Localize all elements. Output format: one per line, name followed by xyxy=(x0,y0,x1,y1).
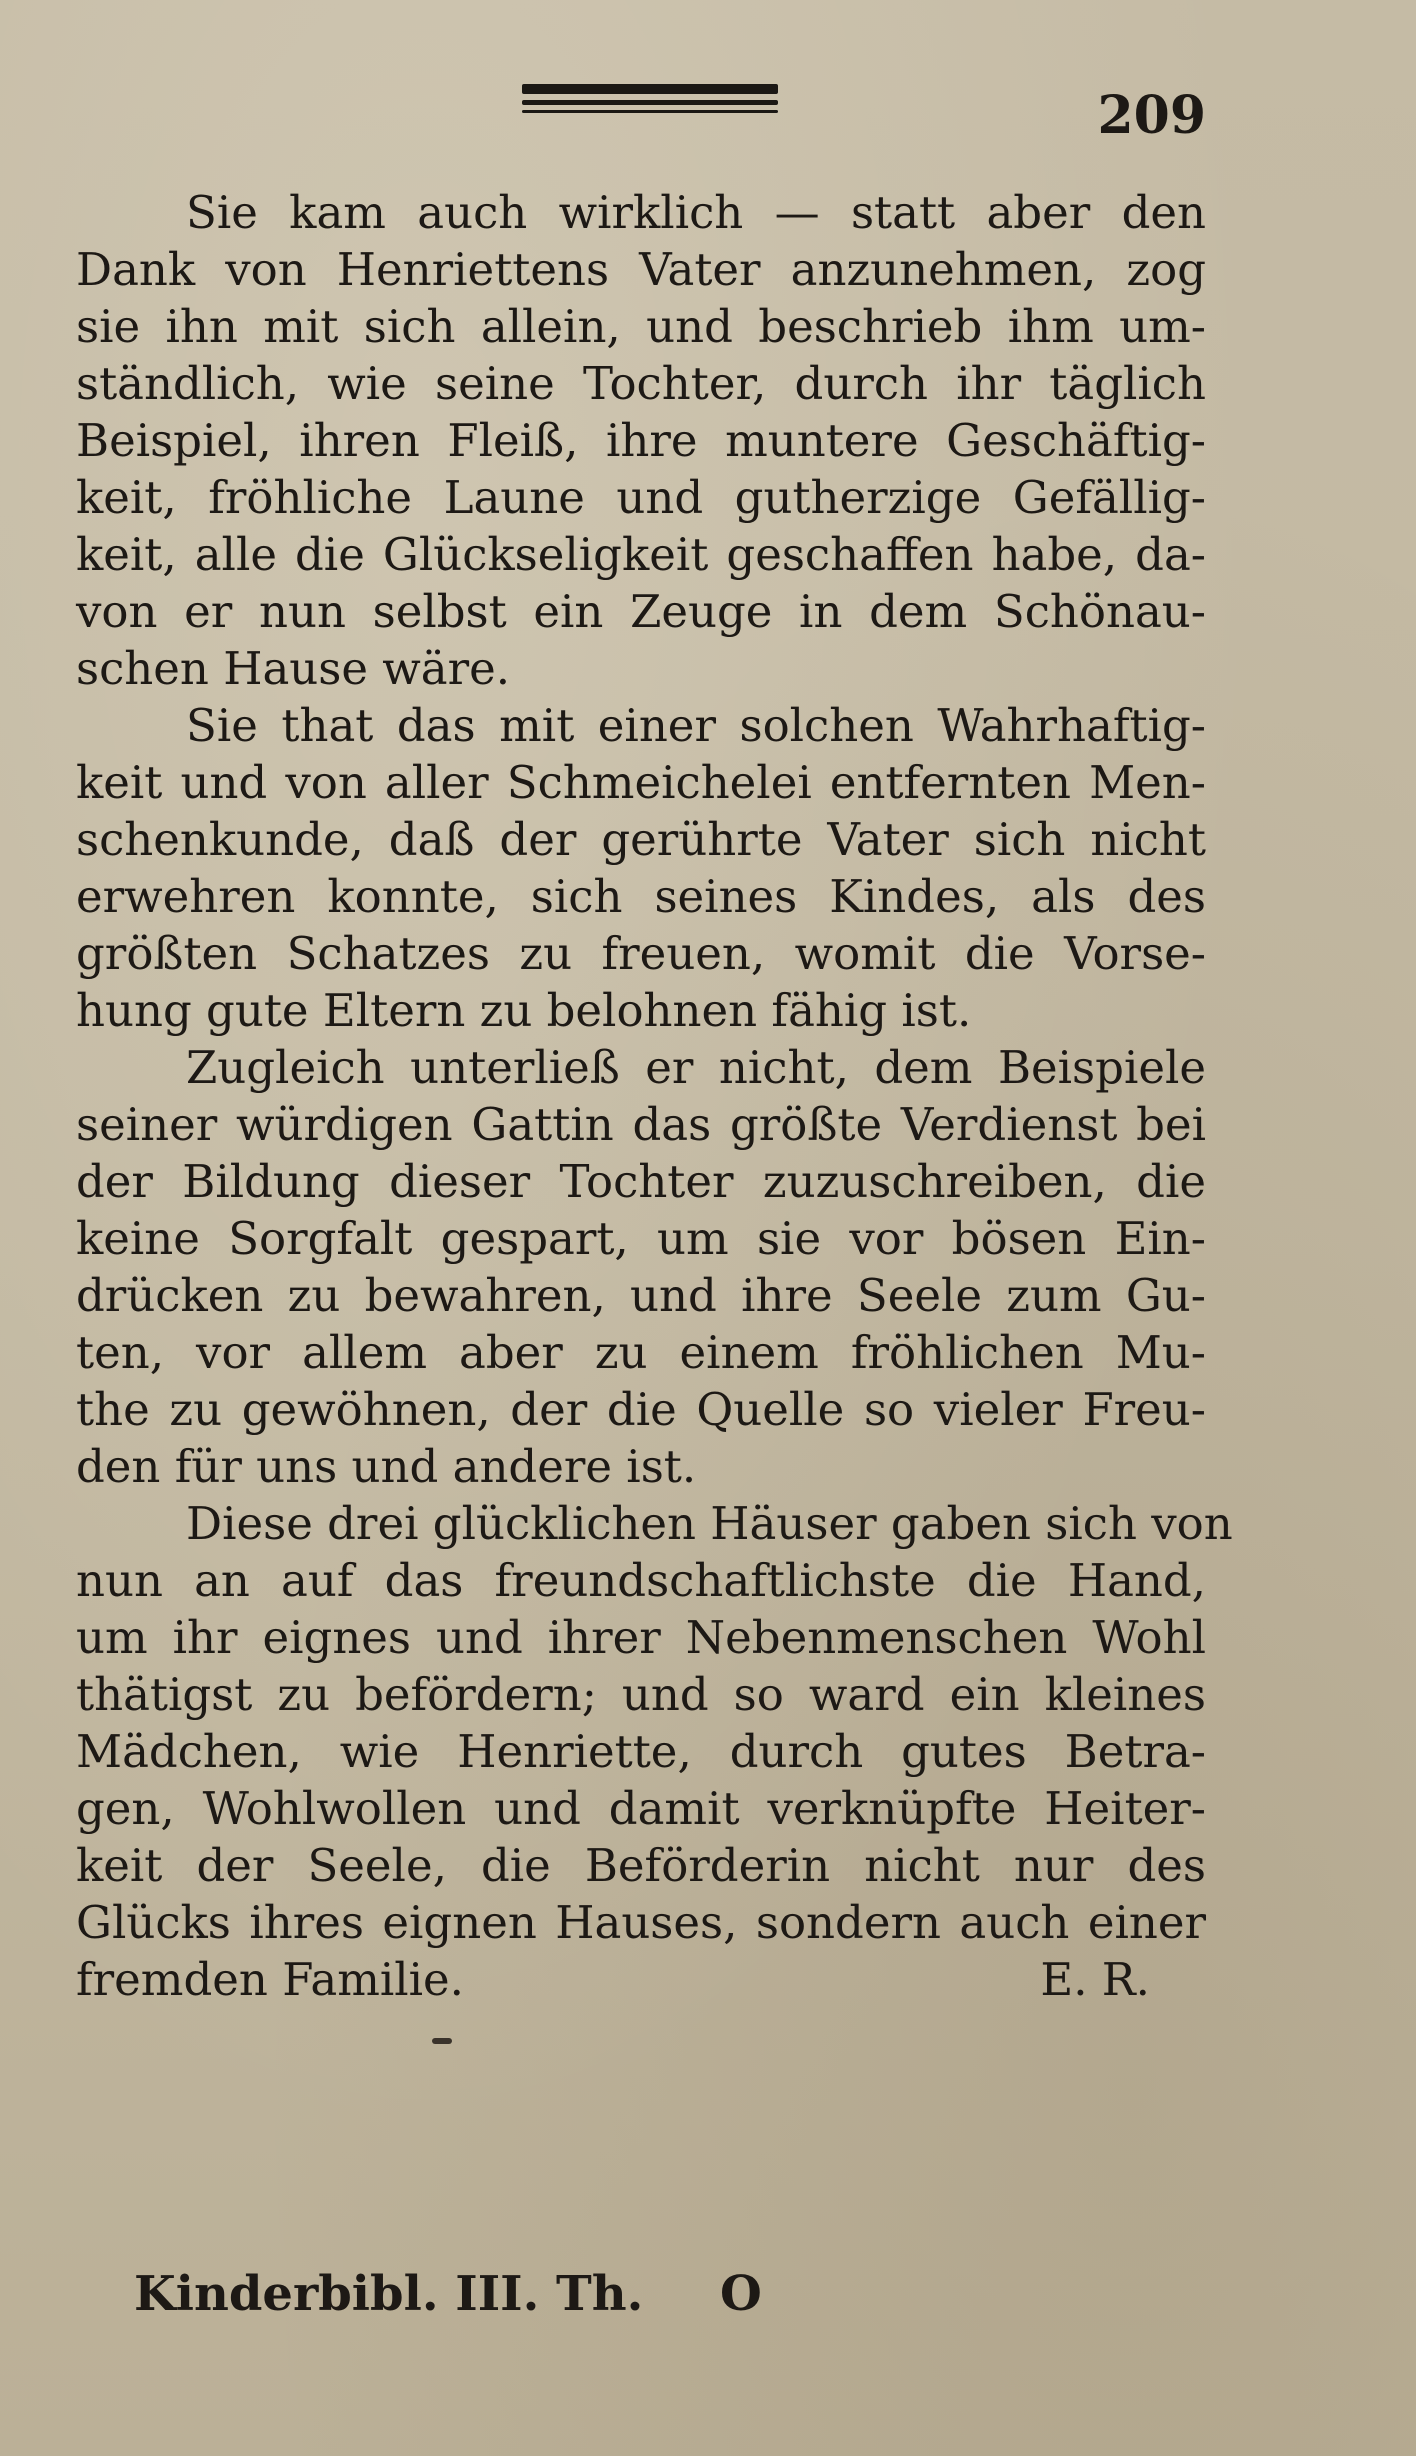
text-line: um ihr eignes und ihrer Nebenmenschen Wohl xyxy=(76,1611,1206,1664)
text-line: keine Sorgfalt gespart, um sie vor bösen Ein- xyxy=(76,1212,1206,1265)
text-line: nun an auf das freundschaftlichste die Hand, xyxy=(76,1554,1206,1607)
header-rule-thick xyxy=(522,84,778,94)
text-line: keit und von aller Schmeichelei entfernten Men- xyxy=(76,756,1206,809)
closing-line xyxy=(76,1951,1206,2008)
author-initials: E. R. xyxy=(1040,1953,1150,2006)
text-line: schenkunde, daß der gerührte Vater sich nicht xyxy=(76,813,1206,866)
text-line: Beispiel, ihren Fleiß, ihre muntere Geschäftig- xyxy=(76,414,1206,467)
text-line: Mädchen, wie Henriette, durch gutes Betra- xyxy=(76,1725,1206,1778)
text-line: den für uns und andere ist. xyxy=(76,1440,697,1493)
text-line: seiner würdigen Gattin das größte Verdienst bei xyxy=(76,1098,1206,1151)
text-line: hung gute Eltern zu belohnen fähig ist. xyxy=(76,984,972,1037)
text-line: erwehren konnte, sich seines Kindes, als des xyxy=(76,870,1206,923)
footer-signature: Kinderbibl. III. Th. xyxy=(134,2266,644,2322)
sheet-signature-mark: O xyxy=(720,2266,762,2322)
text-line: sie ihn mit sich allein, und beschrieb ihm um- xyxy=(76,300,1206,353)
text-line: von er nun selbst ein Zeuge in dem Schönau- xyxy=(76,585,1206,638)
text-line: Zugleich unterließ er nicht, dem Beispiele xyxy=(186,1041,1206,1094)
text-line: schen Hause wäre. xyxy=(76,642,511,695)
text-line: the zu gewöhnen, der die Quelle so vieler Freu- xyxy=(76,1383,1206,1436)
text-line: drücken zu bewahren, und ihre Seele zum Gu- xyxy=(76,1269,1206,1322)
paragraph-4 xyxy=(76,1495,1233,2008)
paragraph-2 xyxy=(76,697,1206,1039)
text-line: keit der Seele, die Beförderin nicht nur des xyxy=(76,1839,1206,1892)
text-line: keit, fröhliche Laune und gutherzige Gefällig- xyxy=(76,471,1206,524)
header-rule-medium xyxy=(522,100,778,105)
text-line: ständlich, wie seine Tochter, durch ihr täglich xyxy=(76,357,1206,410)
text-line: fremden Familie. xyxy=(76,1953,464,2006)
text-line: keit, alle die Glückseligkeit geschaffen habe, da- xyxy=(76,528,1206,581)
text-line: ten, vor allem aber zu einem fröhlichen Mu- xyxy=(76,1326,1206,1379)
text-line: Glücks ihres eignen Hauses, sondern auch einer xyxy=(76,1896,1206,1949)
text-line: größten Schatzes zu freuen, womit die Vorse- xyxy=(76,927,1206,980)
paragraph-1 xyxy=(76,184,1206,697)
text-line: Diese drei glücklichen Häuser gaben sich von xyxy=(186,1497,1233,1550)
text-line: thätigst zu befördern; und so ward ein kleines xyxy=(76,1668,1206,1721)
text-line: gen, Wohlwollen und damit verknüpfte Heiter- xyxy=(76,1782,1206,1835)
body-text xyxy=(76,184,1233,2008)
small-ornament-dash xyxy=(432,2038,452,2044)
text-line: der Bildung dieser Tochter zuzuschreiben, die xyxy=(76,1155,1206,1208)
page-number: 209 xyxy=(1097,85,1206,146)
text-line: Sie kam auch wirklich — statt aber den xyxy=(186,186,1206,239)
paragraph-3 xyxy=(76,1039,1206,1495)
text-line: Sie that das mit einer solchen Wahrhaftig- xyxy=(186,699,1206,752)
header-rule-thin xyxy=(522,110,778,113)
text-line: Dank von Henriettens Vater anzunehmen, zog xyxy=(76,243,1206,296)
